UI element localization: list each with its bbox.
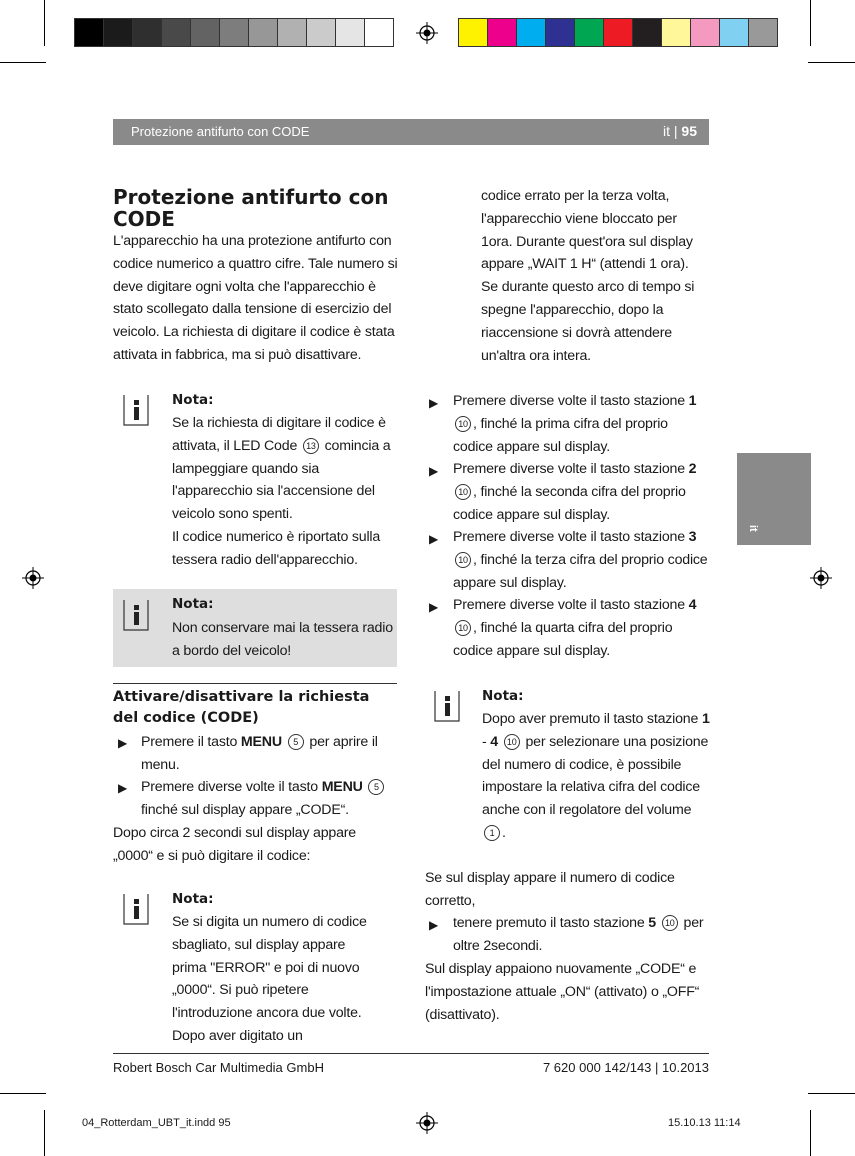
step-text: Premere diverse volte il tasto stazione 1 10 , finché la prima cifra del proprio codice appare sul display. (453, 393, 697, 455)
paragraph: Se sul display appare il numero di codice corretto, (425, 870, 675, 909)
registration-mark-icon (810, 567, 832, 589)
warning-note-box (113, 589, 397, 667)
header-title: Protezione antifurto con CODE (131, 124, 310, 139)
ref-number: 13 (303, 438, 319, 454)
crop-mark (44, 1110, 45, 1156)
color-swatch (516, 18, 546, 47)
step-text: tenere premuto il tasto stazione 5 10 per oltre 2secondi. (453, 915, 704, 954)
color-swatch (545, 18, 575, 47)
section-heading: Attivare/disattivare la richiesta del codice (CODE) (113, 689, 370, 726)
bullet-arrow-icon: ▶ (429, 396, 439, 410)
color-swatch (74, 18, 104, 47)
paragraph: Sul display appaiono nuovamente „CODE“ e l'impostazione attuale „ON“ (attivato) o „OFF“ (disattivato). (425, 961, 700, 1023)
slug-date: 15.10.13 11:14 (668, 1117, 741, 1129)
bullet-arrow-icon: ▶ (429, 600, 439, 614)
info-icon (121, 891, 151, 926)
note-box (121, 392, 401, 572)
info-icon (432, 688, 462, 723)
ref-number: 1 (484, 825, 500, 841)
footer-divider (113, 1053, 709, 1054)
note-continuation: codice errato per la terza volta, l'apparecchio viene bloccato per 1ora. Durante quest'ora sul display appare „WAIT 1 H“ (attendi 1 ora). Se durante questo arco di tempo si spegne l'apparecchio, dopo la riaccensione si dovrà attendere un'altra ora intera. (481, 188, 695, 364)
ref-number: 10 (455, 552, 471, 568)
color-swatch (277, 18, 307, 47)
intro-paragraph: L'apparecchio ha una protezione antifurto con codice numerico a quattro cifre. Tale numero si deve digitare ogni volta che l'apparecchio è stato scollegato dalla tensione di esercizio del veicolo. La richiesta di digitare il codice è stata attivata in fabbrica, ma si può disattivare. (113, 233, 398, 363)
note-box (432, 688, 709, 848)
step-text: Premere diverse volte il tasto stazione 2 10 , finché la seconda cifra del proprio codice appare sul display. (453, 461, 697, 523)
bullet-arrow-icon: ▶ (429, 918, 439, 932)
color-swatch (364, 18, 394, 47)
step-text: Premere diverse volte il tasto MENU 5 finché sul display appare „CODE“. (141, 776, 397, 822)
color-swatch (219, 18, 249, 47)
color-swatch (690, 18, 720, 47)
registration-mark-icon (416, 1112, 438, 1134)
crop-mark (0, 1093, 46, 1094)
ref-number: 5 (288, 734, 304, 750)
footer-doc-number: 7 620 000 142/143 | 10.2013 (542, 1060, 709, 1075)
section-divider (113, 683, 397, 684)
note-label: Nota: (172, 392, 214, 408)
note-text: Non conservare mai la tessera radio a bordo del veicolo! (172, 620, 393, 659)
registration-mark-icon (22, 567, 44, 589)
slug-file: 04_Rotterdam_UBT_it.indd 95 (82, 1117, 231, 1129)
info-icon (121, 392, 151, 427)
crop-mark (808, 1093, 855, 1094)
color-swatch (190, 18, 220, 47)
bullet-arrow-icon: ▶ (429, 464, 439, 478)
color-swatch (661, 18, 691, 47)
note-text: Dopo aver premuto il tasto stazione 1 - 4 10 per selezionare una posizione del numero di codice, è possibile impostare la relativa cifra del codice anche con il regolatore del volume 1 . (482, 711, 710, 841)
step-text: Premere il tasto MENU 5 per aprire il menu. (141, 734, 378, 773)
note-label: Nota: (172, 596, 214, 612)
color-swatch (161, 18, 191, 47)
note-text: Se si digita un numero di codice sbagliato, sul display appare prima "ERROR" e poi di nuovo „0000“. Si può ripetere l'introduzione ancora due volte. Dopo aver digitato un (172, 914, 367, 1044)
language-tab: it (737, 453, 811, 545)
ref-number: 10 (455, 620, 471, 636)
color-swatch (335, 18, 365, 47)
ref-number: 10 (662, 915, 678, 931)
ref-number: 10 (455, 416, 471, 432)
color-swatch (132, 18, 162, 47)
bullet-arrow-icon: ▶ (118, 781, 128, 795)
note-text: Se la richiesta di digitare il codice è attivata, il LED Code 13 comincia a lampeggiare quando sia l'apparecchio sia l'accensione del veicolo sono spenti. Il codice numerico è riportato sulla tessera radio dell'apparecchio. (172, 415, 391, 568)
color-swatch (487, 18, 517, 47)
bullet-arrow-icon: ▶ (118, 736, 128, 750)
crop-mark (0, 62, 46, 63)
bullet-arrow-icon: ▶ (429, 532, 439, 546)
color-swatch (632, 18, 662, 47)
registration-mark-icon (416, 22, 438, 44)
color-swatch (103, 18, 133, 47)
paragraph: Dopo circa 2 secondi sul display appare „0000“ e si può digitare il codice: (113, 825, 356, 864)
footer-company: Robert Bosch Car Multimedia GmbH (113, 1060, 324, 1075)
crop-mark (810, 1110, 811, 1156)
info-icon (121, 597, 151, 632)
note-box (121, 891, 401, 1044)
ref-number: 5 (368, 779, 384, 795)
ref-number: 10 (504, 734, 520, 750)
page-number: it | 95 (663, 123, 697, 139)
color-swatch (748, 18, 778, 47)
color-swatch (603, 18, 633, 47)
color-swatch (248, 18, 278, 47)
step-text: Premere diverse volte il tasto stazione 3 10 , finché la terza cifra del proprio codice appare sul display. (453, 529, 708, 591)
page-header (113, 119, 709, 145)
note-label: Nota: (172, 891, 214, 907)
ref-number: 10 (455, 484, 471, 500)
note-label: Nota: (482, 688, 524, 704)
crop-mark (44, 0, 45, 46)
page-title: Protezione antifurto con CODE (113, 185, 389, 231)
color-swatch (458, 18, 488, 47)
color-swatch (306, 18, 336, 47)
crop-mark (808, 62, 855, 63)
crop-mark (810, 0, 811, 46)
color-swatch (719, 18, 749, 47)
step-text: Premere diverse volte il tasto stazione 4 10 , finché la quarta cifra del proprio codice appare sul display. (453, 597, 697, 659)
color-swatch (574, 18, 604, 47)
